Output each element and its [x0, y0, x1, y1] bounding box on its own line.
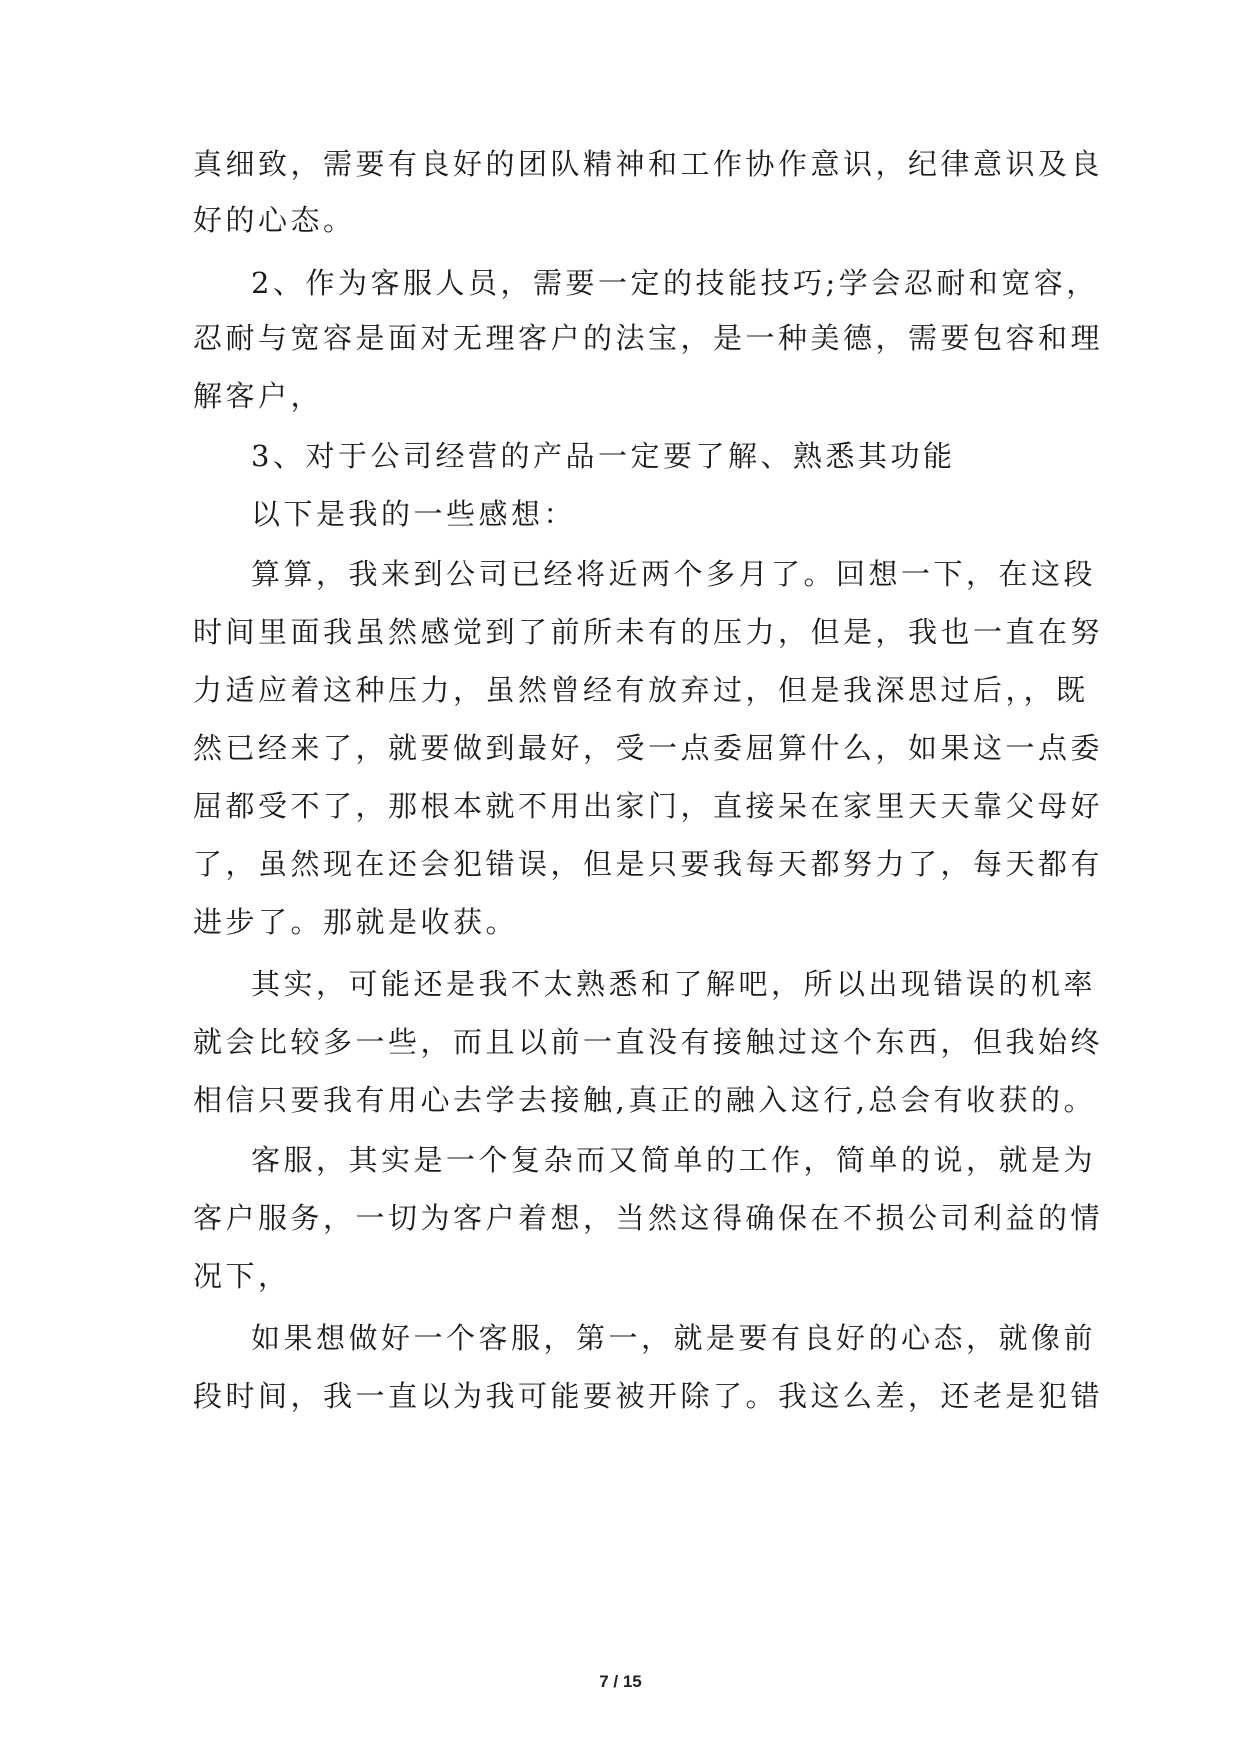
text-line: 了，虽然现在还会犯错误，但是只要我每天都努力了，每天都有 — [193, 847, 1104, 881]
text-line: 真细致，需要有良好的团队精神和工作协作意识，纪律意识及良 — [193, 147, 1104, 181]
text-line: 客户服务，一切为客户着想，当然这得确保在不损公司利益的情 — [193, 1201, 1104, 1235]
text-line: 段时间，我一直以为我可能要被开除了。我这么差，还老是犯错 — [193, 1379, 1104, 1413]
text-line: 就会比较多一些，而且以前一直没有接触过这个东西，但我始终 — [193, 1025, 1104, 1059]
text-line: 客服，其实是一个复杂而又简单的工作，简单的说，就是为 — [251, 1143, 1097, 1177]
text-line: 如果想做好一个客服，第一，就是要有良好的心态，就像前 — [251, 1321, 1097, 1355]
text-line: 况下， — [193, 1259, 291, 1293]
text-line: 然已经来了，就要做到最好，受一点委屈算什么，如果这一点委 — [193, 731, 1104, 765]
text-line: 算算，我来到公司已经将近两个多月了。回想一下，在这段 — [251, 557, 1097, 591]
text-line: 力适应着这种压力，虽然曾经有放弃过，但是我深思过后，，既 — [193, 673, 1089, 707]
text-line: 相信只要我有用心去学去接触,真正的融入这行,总会有收获的。 — [193, 1083, 1096, 1117]
page-number: 7 / 15 — [599, 1672, 642, 1691]
text-line: 解客户， — [193, 379, 324, 413]
text-line: 其实，可能还是我不太熟悉和了解吧，所以出现错误的机率 — [251, 967, 1097, 1001]
text-line: 屈都受不了，那根本就不用出家门，直接呆在家里天天靠父母好 — [193, 789, 1104, 823]
text-line: 3、对于公司经营的产品一定要了解、熟悉其功能 — [251, 439, 956, 473]
text-line: 忍耐与宽容是面对无理客户的法宝，是一种美德，需要包容和理 — [193, 321, 1104, 355]
text-line: 好的心态。 — [193, 203, 356, 237]
text-line: 以下是我的一些感想： — [251, 497, 577, 531]
text-line: 进步了。那就是收获。 — [193, 905, 519, 939]
text-line: 时间里面我虽然感觉到了前所未有的压力，但是，我也一直在努 — [193, 615, 1104, 649]
text-line: 2、作为客服人员，需要一定的技能技巧;学会忍耐和宽容， — [251, 266, 1099, 300]
